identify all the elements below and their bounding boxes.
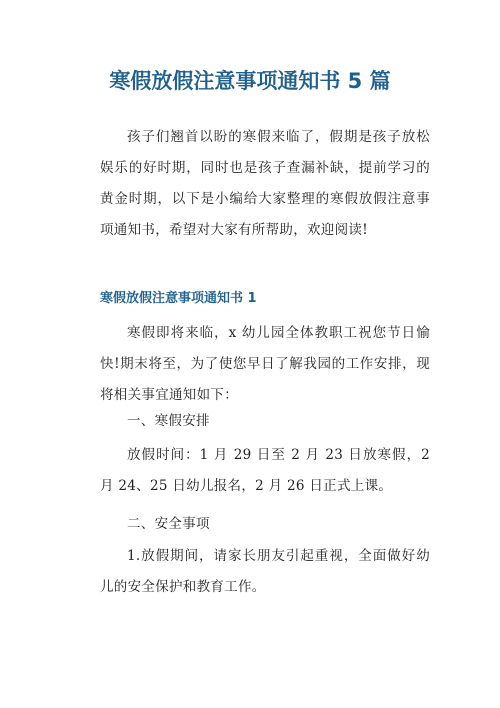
item-2-heading: 二、安全事项 (127, 516, 210, 532)
section-1-paragraph: 寒假即将来临，x 幼儿园全体教职工祝您节日愉快!期末将至，为了使您早日了解我园的工作安排，现将相关事宜通知如下： (100, 325, 430, 403)
intro-paragraph: 孩子们翘首以盼的寒假来临了，假期是孩子放松娱乐的好时期，同时也是孩子查漏补缺，提前学习的黄金时期，以下是小编给大家整理的寒假放假注意事项通知书，希望对大家有所帮助，欢迎阅读! (100, 129, 430, 238)
section-1-heading: 寒假放假注意事项通知书 1 (100, 291, 257, 306)
document-title: 寒假放假注意事项通知书 5 篇 (109, 69, 391, 93)
item-2-text: 1.放假期间，请家长朋友引起重视，全面做好幼儿的安全保护和教育工作。 (100, 548, 430, 595)
item-1-text: 放假时间：1 月 29 日至 2 月 23 日放寒假，2 月 24、25 日幼儿报名，2 月 26 日正式上课。 (100, 447, 430, 494)
item-1-heading: 一、寒假安排 (127, 413, 210, 429)
